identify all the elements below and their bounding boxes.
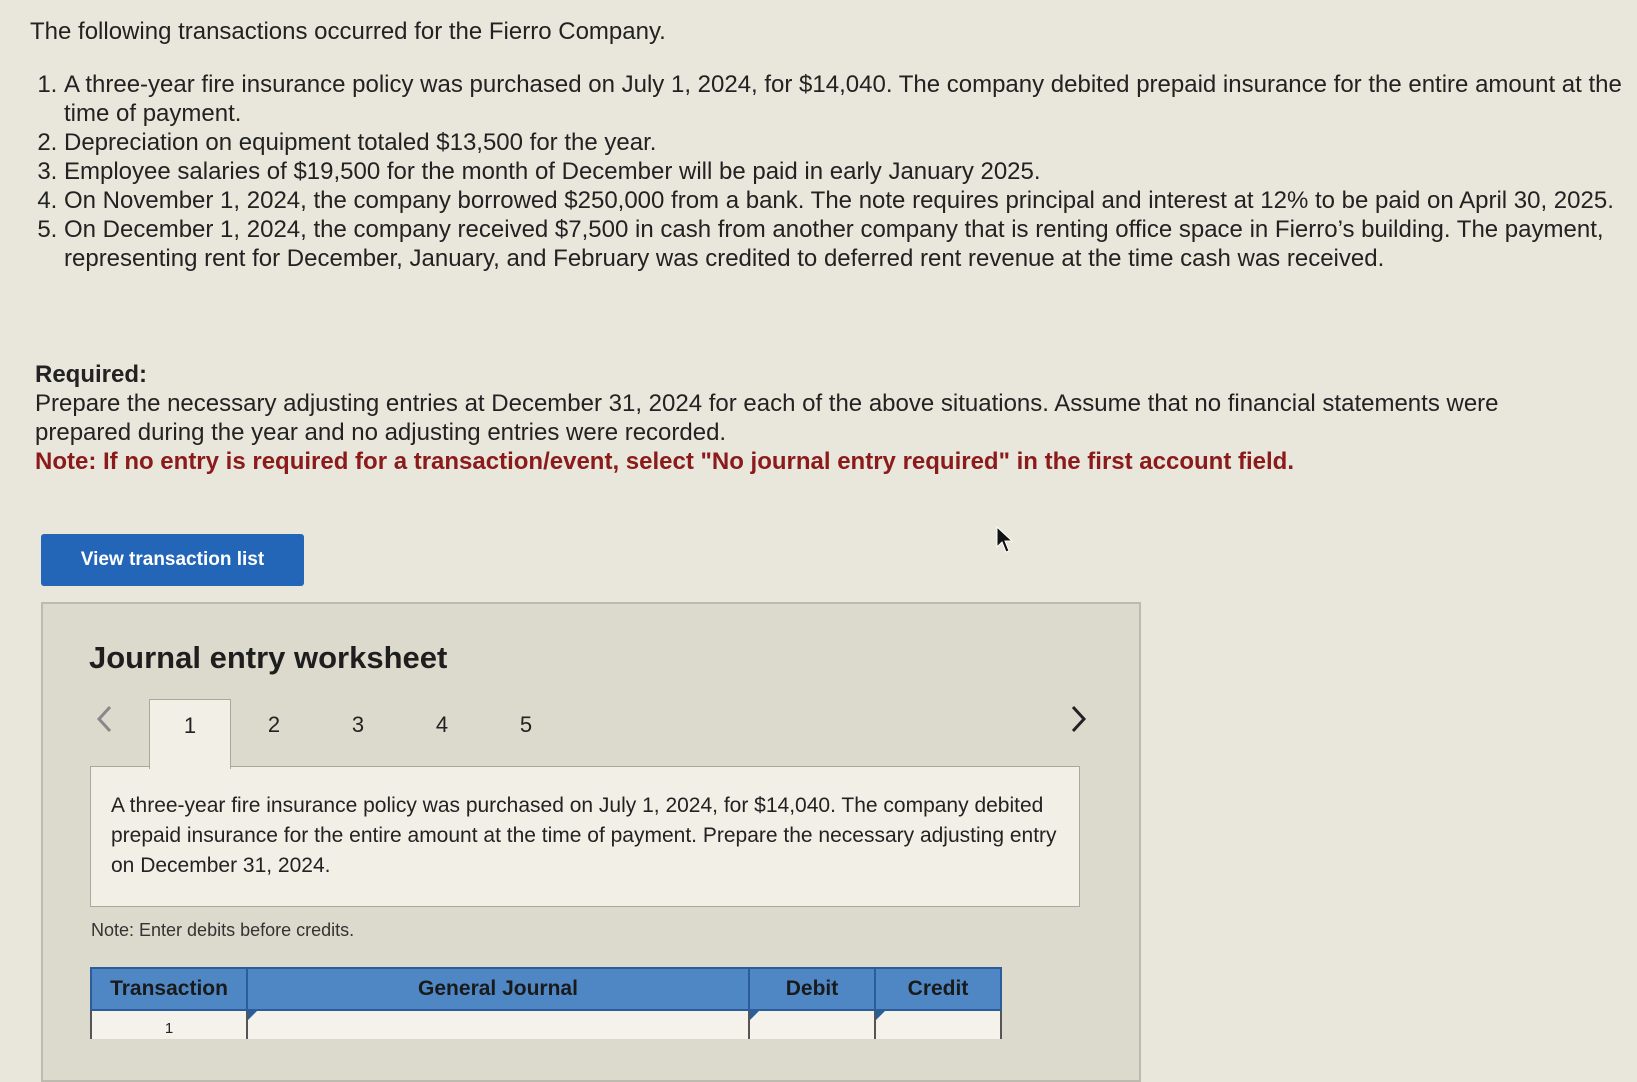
table-row [91, 1010, 1001, 1039]
chevron-left-icon[interactable] [95, 704, 115, 742]
tab-5[interactable]: 5 [519, 712, 533, 737]
debits-note: Note: Enter debits before credits. [91, 920, 355, 940]
debit-input[interactable] [749, 1010, 875, 1039]
header-general-journal: General Journal [247, 968, 749, 1010]
header-credit: Credit [875, 968, 1001, 1010]
required-text: Prepare the necessary adjusting entries at December 31, 2024 for each of the above situations. Assume that no financial statements were prepared during the year and no adjusting entries were recorded. [35, 390, 1499, 446]
input-flag-icon [750, 1011, 759, 1020]
tab-2[interactable]: 2 [267, 712, 281, 737]
general-journal-input[interactable] [247, 1010, 749, 1039]
required-section [35, 360, 1595, 476]
input-flag-icon [876, 1011, 885, 1020]
tab-3[interactable]: 3 [351, 712, 365, 737]
transaction-item-4: 4. On November 1, 2024, the company borrowed $250,000 from a bank. The note requires principal and interest at 12% to be paid on April 30, 2025. [64, 186, 1637, 215]
dropdown-flag-icon [248, 1011, 257, 1020]
transaction-list [34, 70, 1637, 273]
required-title: Required: [35, 361, 148, 388]
tab-4[interactable]: 4 [435, 712, 449, 737]
transaction-description: A three-year fire insurance policy was purchased on July 1, 2024, for $14,040. The company debited prepaid insurance for the entire amount at the time of payment. Prepare the necessary adjusting entry on December 31, 2024. [90, 766, 1080, 907]
transaction-item-2: 2. Depreciation on equipment totaled $13,500 for the year. [64, 128, 1637, 157]
transaction-item-3: 3. Employee salaries of $19,500 for the month of December will be paid in early January 2025. [64, 157, 1637, 186]
header-transaction: Transaction [91, 968, 247, 1010]
transaction-cell [91, 1010, 247, 1039]
journal-entry-worksheet [41, 602, 1141, 1082]
header-debit: Debit [749, 968, 875, 1010]
view-transaction-list-button[interactable]: View transaction list [41, 534, 304, 586]
chevron-right-icon[interactable] [1068, 704, 1088, 742]
journal-table [90, 967, 1002, 1039]
transaction-item-1: 1. A three-year fire insurance policy was purchased on July 1, 2024, for $14,040. The company debited prepaid insurance for the entire amount at the time of payment. [64, 70, 1637, 128]
tab-1[interactable]: 1 [149, 699, 231, 769]
transaction-item-5: 5. On December 1, 2024, the company received $7,500 in cash from another company that is renting office space in Fierro’s building. The payment, representing rent for December, January, and February was credited to deferred rent revenue at the time cash was received. [64, 215, 1637, 273]
intro-text: The following transactions occurred for the Fierro Company. [30, 18, 666, 45]
mouse-pointer-icon [996, 526, 1014, 554]
worksheet-title: Journal entry worksheet [89, 640, 448, 675]
required-note: Note: If no entry is required for a transaction/event, select "No journal entry required" in the first account field. [35, 448, 1294, 475]
credit-input[interactable] [875, 1010, 1001, 1039]
transaction-number: 1 [164, 1019, 174, 1037]
